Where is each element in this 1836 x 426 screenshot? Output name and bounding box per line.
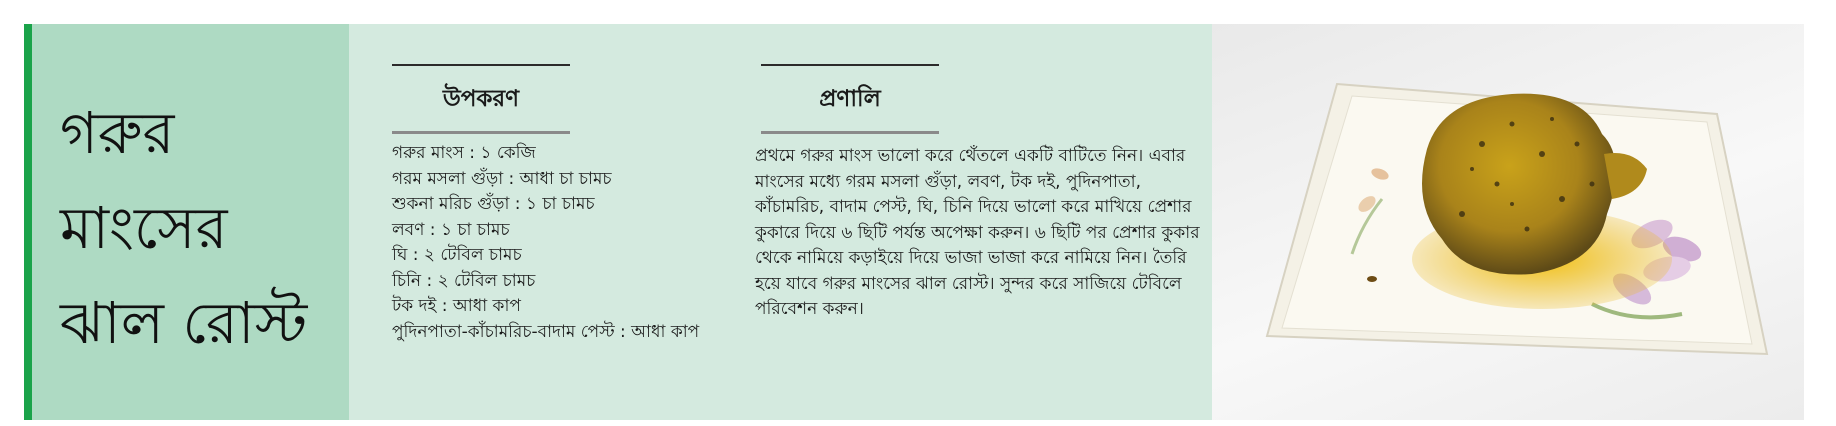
method-paragraph: প্রথমে গরুর মাংস ভালো করে থেঁতলে একটি বাটিতে নিন। এবার মাংসের মধ্যে গরম মসলা গুঁড়া, লবণ, টক দই, পুদিনপাতা, কাঁচামরিচ, বাদাম পেস্ট, ঘি, চিনি দিয়ে ভালো করে মাখিয়ে প্রেশার কুকারে দিয়ে ৬ ছিটি পর্যন্ত অপেক্ষা করুন। ৬ ছিটি পর প্রেশার কুকার থেকে নামিয়ে কড়াইয়ে দিয়ে ভাজা ভাজা করে নামিয়ে নিন। তৈরি হয়ে যাবে গরুর মাংসের ঝাল রোস্ট। সুন্দর করে সাজিয়ে টেবিলে পরিবেশন করুন।: [755, 146, 1200, 319]
ingredient-item: শুকনা মরিচ গুঁড়া : ১ চা চামচ: [392, 194, 595, 214]
recipe-card: [24, 24, 1804, 420]
ingredients-heading: উপকরণ: [442, 86, 520, 112]
title-panel: [32, 24, 349, 420]
accent-bar: [24, 24, 32, 420]
ingredients-rule-bottom: [392, 131, 570, 134]
recipe-title-line-1: গরুর: [60, 99, 175, 167]
content-panel: [349, 24, 1212, 420]
ingredient-item: টক দই : আধা কাপ: [392, 296, 521, 316]
ingredient-item: পুদিনপাতা-কাঁচামরিচ-বাদাম পেস্ট : আধা কাপ: [392, 321, 700, 342]
ingredient-item: চিনি : ২ টেবিল চামচ: [392, 270, 536, 291]
ingredients-list: [392, 141, 752, 345]
method-heading: প্রণালি: [819, 86, 881, 112]
recipe-title-line-3: ঝাল রোস্ট: [60, 289, 308, 357]
method-rule-bottom: [761, 131, 939, 134]
method-header: [761, 64, 939, 134]
ingredient-item: গরুর মাংস : ১ কেজি: [392, 143, 536, 163]
ingredient-item: গরম মসলা গুঁড়া : আধা চা চামচ: [392, 168, 612, 189]
beef-roast-plate-image: [1212, 24, 1804, 420]
dish-photo: [1212, 24, 1804, 420]
ingredient-item: লবণ : ১ চা চামচ: [392, 219, 510, 240]
recipe-title-line-2: মাংসের: [60, 194, 228, 262]
ingredient-item: ঘি : ২ টেবিল চামচ: [392, 245, 522, 265]
roast-meat: [1422, 94, 1616, 275]
ingredients-header: [392, 64, 570, 134]
